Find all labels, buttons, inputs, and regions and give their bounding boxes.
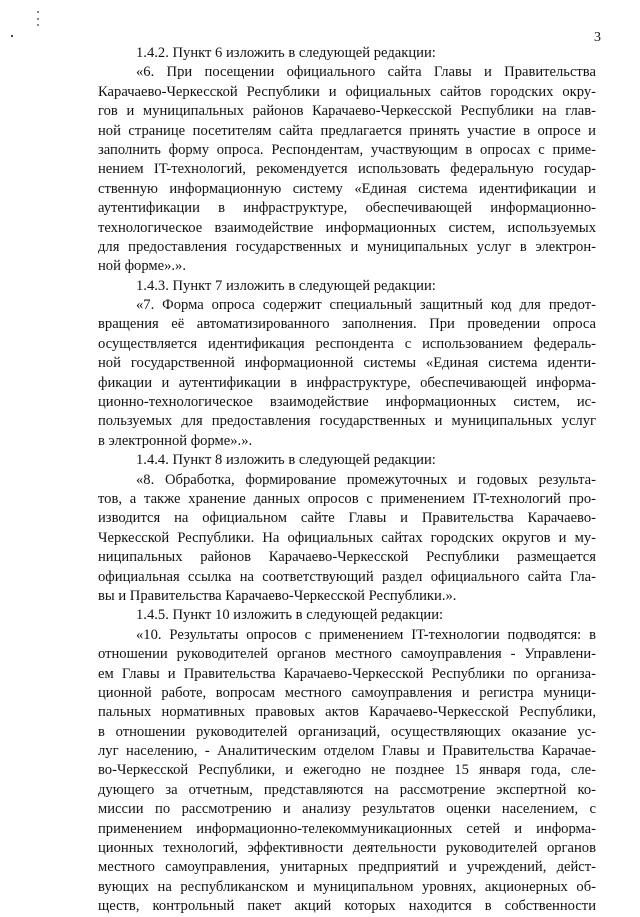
- text-line: ществ, контрольный пакет акций которых находится в собственности: [98, 898, 596, 915]
- text-line: 1.4.5. Пункт 10 изложить в следующей редакции:: [136, 607, 444, 624]
- text-line: тов, а также хранение данных опросов с применением IT-технологий про-: [98, 490, 596, 507]
- text-line: Карачаево-Черкесской Республики и официальных сайтов городских окру-: [98, 83, 596, 100]
- text-line: Черкесской Республики. На официальных сайтах городских округов и му-: [98, 529, 596, 546]
- text-line: ционно-технологическое взаимодействие информационных систем, ис-: [98, 394, 596, 411]
- text-line: пользуемых для предоставления государственных и муниципальных услуг: [98, 413, 596, 430]
- text-line: «10. Результаты опросов с применением IT-технологии подводятся: в: [136, 626, 596, 643]
- text-line: изводится на официальном сайте Главы и Правительства Карачаево-: [98, 510, 596, 527]
- text-line: ственную информационную систему «Единая система идентификации и: [98, 180, 596, 197]
- scan-artifact-dots: [8, 6, 48, 46]
- text-line: в электронной форме».».: [98, 432, 253, 449]
- quoted-paragraph: [98, 63, 596, 276]
- text-line: гов и муниципальных районов Карачаево-Черкесской Республики на глав-: [98, 103, 596, 120]
- text-line: аутентификации в инфраструктуре, обеспечивающей информационно-: [98, 200, 596, 217]
- text-line: 1.4.2. Пункт 6 изложить в следующей редакции:: [136, 45, 436, 61]
- text-line: ной странице посетителям сайта предлагается принять участие в опросе и: [98, 122, 596, 139]
- text-line: «6. При посещении официального сайта Главы и Правительства: [136, 64, 596, 81]
- quoted-paragraph: [98, 471, 596, 607]
- text-line: применением информационно-телекоммуникационных сетей и информа-: [98, 820, 596, 837]
- text-line: вы и Правительства Карачаево-Черкесской Республики.».: [98, 587, 457, 604]
- text-line: фикации и аутентификации в инфраструктуре, обеспечивающей информа-: [98, 374, 596, 391]
- section-heading: [98, 277, 596, 296]
- text-line: заполнить форму опроса. Респондентам, участвующим в опросах с приме-: [98, 141, 596, 158]
- text-line: пальных нормативных правовых актов Карачаево-Черкесской Республики,: [98, 704, 596, 721]
- quoted-paragraph: [98, 626, 596, 917]
- text-line: местного самоуправления, унитарных предприятий и учреждений, дейст-: [98, 859, 596, 876]
- page-number: 3: [594, 30, 601, 45]
- text-line: для предоставления государственных и муниципальных услуг в электрон-: [98, 238, 596, 255]
- text-line: «7. Форма опроса содержит специальный защитный код для предот-: [136, 297, 596, 314]
- text-line: технологическое взаимодействие информационных систем, используемых: [98, 219, 596, 236]
- text-line: в отношении руководителей организаций, осуществляющих оказание ус-: [98, 723, 596, 740]
- text-line: вращения её автоматизированного заполнения. При проведении опроса: [98, 316, 596, 333]
- section-heading: [98, 44, 596, 63]
- text-line: 1.4.4. Пункт 8 изложить в следующей редакции:: [136, 452, 436, 469]
- text-line: официальная ссылка на соответствующий раздел официального сайта Гла-: [98, 568, 596, 585]
- text-line: 1.4.3. Пункт 7 изложить в следующей редакции:: [136, 277, 436, 294]
- text-line: отношении руководителей органов местного самоуправления - Управлени-: [98, 646, 596, 663]
- section-heading: [98, 606, 596, 625]
- text-line: ной государственной информационной системы «Единая система иденти-: [98, 355, 596, 372]
- text-line: ниципальных районов Карачаево-Черкесской Республики размещается: [98, 549, 596, 566]
- text-line: ционных технологий, эффективности деятельности руководителей органов: [98, 840, 596, 857]
- text-line: дующего за отчетным, представляются на рассмотрение экспертной ко-: [98, 781, 596, 798]
- text-line: «8. Обработка, формирование промежуточных и годовых результа-: [136, 471, 596, 488]
- text-line: ем Главы и Правительства Карачаево-Черкесской Республики по организа-: [98, 665, 596, 682]
- text-line: осуществляется идентификация респондента с использованием федераль-: [98, 335, 596, 352]
- section-heading: [98, 451, 596, 470]
- text-line: луг населению, - Аналитическим отделом Главы и Правительства Карачае-: [98, 743, 596, 760]
- text-line: ной форме».».: [98, 258, 186, 275]
- text-line: ционной работе, вопросам местного самоуправления и регистра муници-: [98, 684, 596, 701]
- text-line: нением IT-технологий, рекомендуется использовать федеральную государ-: [98, 161, 596, 178]
- quoted-paragraph: [98, 296, 596, 451]
- text-line: во-Черкесской Республики, и ежегодно не позднее 15 января года, сле-: [98, 762, 596, 779]
- body-text: [98, 44, 596, 917]
- text-line: миссии по рассмотрению и анализу результатов оценки населением, с: [98, 801, 596, 818]
- text-line: вующих на республиканском и муниципальном уровнях, акционерных об-: [98, 878, 596, 895]
